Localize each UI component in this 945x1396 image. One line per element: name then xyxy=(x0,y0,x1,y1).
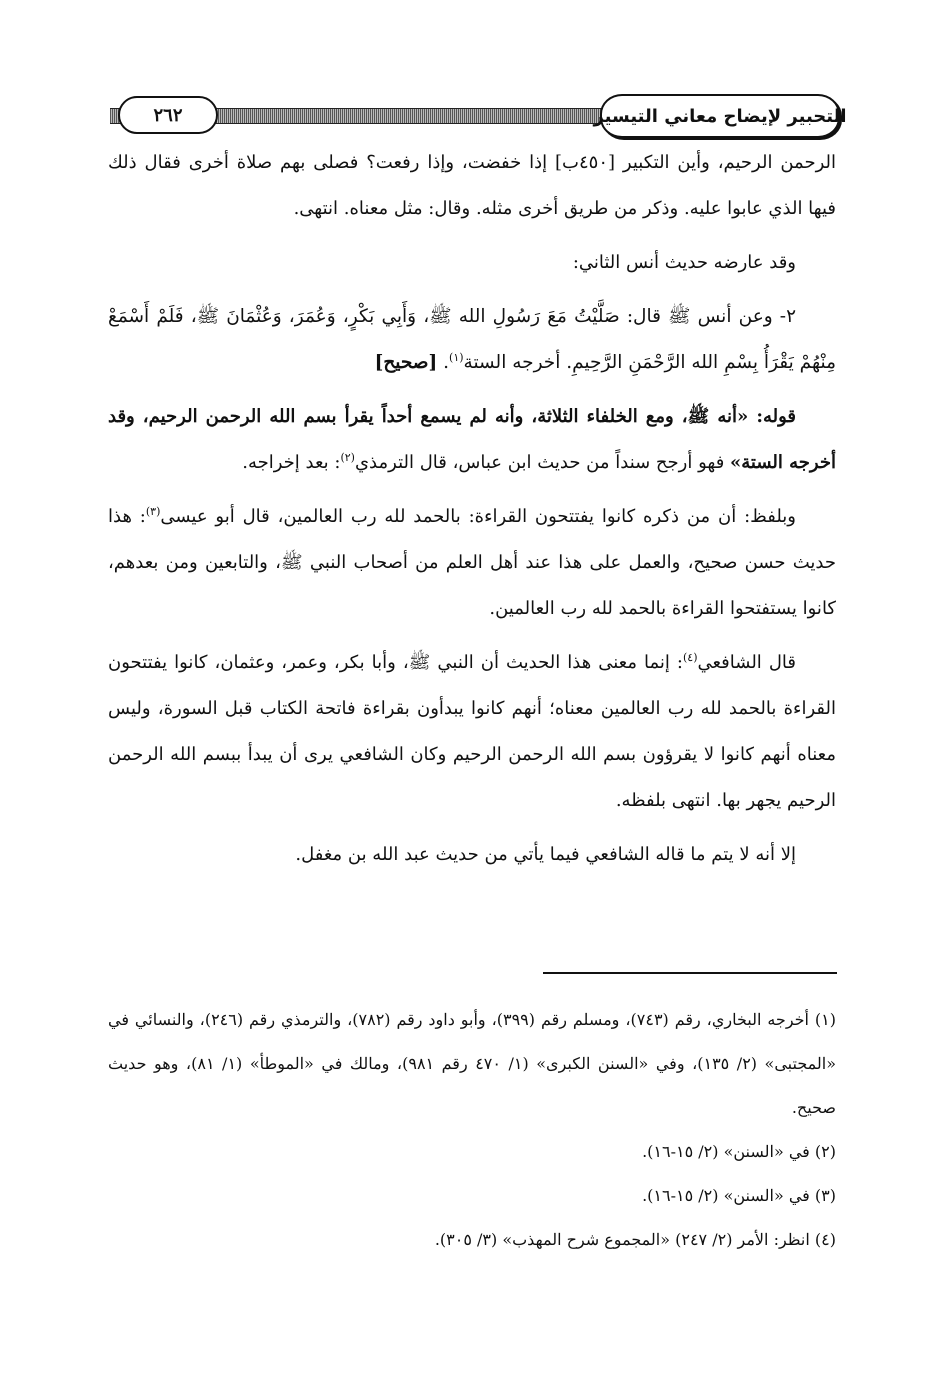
hadith-text: ٢- وعن أنس ﷺ قال: صَلَّيْتُ مَعَ رَسُولِ الله ﷺ، وَأَبِي بَكْرٍ، وَعُمَرَ، وَعُثْمَانَ ﷺ، فَلَمْ أَسْمَعْ مِنْهُمْ يَقْرَأُ بِسْمِ الله الرَّحْمَنِ الرَّحِيمِ. أخرجه الستة xyxy=(108,306,836,373)
running-header xyxy=(100,94,847,138)
footnote-1: (١) أخرجه البخاري، رقم (٧٤٣)، ومسلم رقم (٣٩٩)، وأبو داود رقم (٧٨٢)، والترمذي رقم (٢٤٦)، والنسائي في «المجتبى» (٢/ ١٣٥)، وفي «السنن الكبرى» (١/ ٤٧٠ رقم ٩٨١)، ومالك في «الموطأ» (١/ ٨١)، وهو حديث صحيح. xyxy=(108,1010,837,1117)
quoted-statement: قوله: «أنه ﷺ، ومع الخلفاء الثلاثة، وأنه لم يسمع أحداً يقرأ بسم الله الرحمن الرحيم، وقد أخرجه الستة» xyxy=(108,406,836,473)
hadith-separator: . xyxy=(437,352,450,373)
hadith-grade: [صحيح] xyxy=(374,352,438,373)
main-text xyxy=(108,140,836,920)
footnote-ref-4: (٤) xyxy=(682,651,698,664)
footnote-2: (٢) في «السنن» (٢/ ١٥-١٦). xyxy=(642,1142,836,1161)
footnote-divider xyxy=(543,972,837,974)
footnote-ref-2: (٢) xyxy=(340,451,355,464)
footnote-4: (٤) انظر: الأمر (٢/ ٢٤٧) «المجموع شرح المهذب» (٣/ ٣٠٥). xyxy=(434,1230,836,1249)
footnote-ref-3: (٣) xyxy=(145,505,161,518)
tirmidhi-paragraph xyxy=(108,494,836,632)
commentary-paragraph xyxy=(108,394,836,486)
shafii-paragraph xyxy=(108,640,836,824)
commentary-text: فهو أرجح سنداً من حديث ابن عباس، قال الترمذي xyxy=(354,452,731,473)
page-number: ٢٦٢ xyxy=(118,96,218,134)
footnotes xyxy=(108,998,836,1262)
hadith-paragraph xyxy=(108,294,836,386)
paragraph-2: وقد عارضه حديث أنس الثاني: xyxy=(572,252,796,273)
footnote-ref-1: (١) xyxy=(449,350,464,364)
commentary-tail: : بعد إخراجه. xyxy=(242,452,341,473)
book-title: التحبير لإيضاح معاني التيسير xyxy=(600,94,840,138)
paragraph-1: الرحمن الرحيم، وأين التكبير [٤٥٠ب] إذا خفضت، وإذا رفعت؟ فصلى بهم صلاة أخرى فقال ذلك فيها الذي عابوا عليه. وذكر من طريق أخرى مثله. وقال: مثل معناه. انتهى. xyxy=(108,152,836,219)
closing-paragraph: إلا أنه لا يتم ما قاله الشافعي فيما يأتي من حديث عبد الله بن مغفل. xyxy=(295,844,796,865)
shafii-text-b: : إنما معنى هذا الحديث أن النبي ﷺ، وأبا بكر، وعمر، وعثمان، كانوا يفتتحون القراءة بالحمد لله رب العالمين معناه؛ أنهم كانوا يبدأون بقراءة فاتحة الكتاب قبل السورة، وليس معناه أنهم كانوا لا يقرؤون بسم الله الرحمن الرحيم وكان الشافعي يرى أن يبدأ ببسم الله الرحمن الرحيم يجهر بها. انتهى بلفظه. xyxy=(108,652,836,811)
tirmidhi-text-b: : هذا حديث حسن صحيح، والعمل على هذا عند أهل العلم من أصحاب النبي ﷺ، والتابعين ومن بعدهم، كانوا يستفتحوا القراءة بالحمد لله رب العالمين. xyxy=(108,506,837,619)
tirmidhi-text-a: وبلفظ: أن من ذكره كانوا يفتتحون القراءة: بالحمد لله رب العالمين، قال أبو عيسى xyxy=(160,506,796,527)
shafii-text-a: قال الشافعي xyxy=(697,652,796,673)
footnote-3: (٣) في «السنن» (٢/ ١٥-١٦). xyxy=(642,1186,836,1205)
